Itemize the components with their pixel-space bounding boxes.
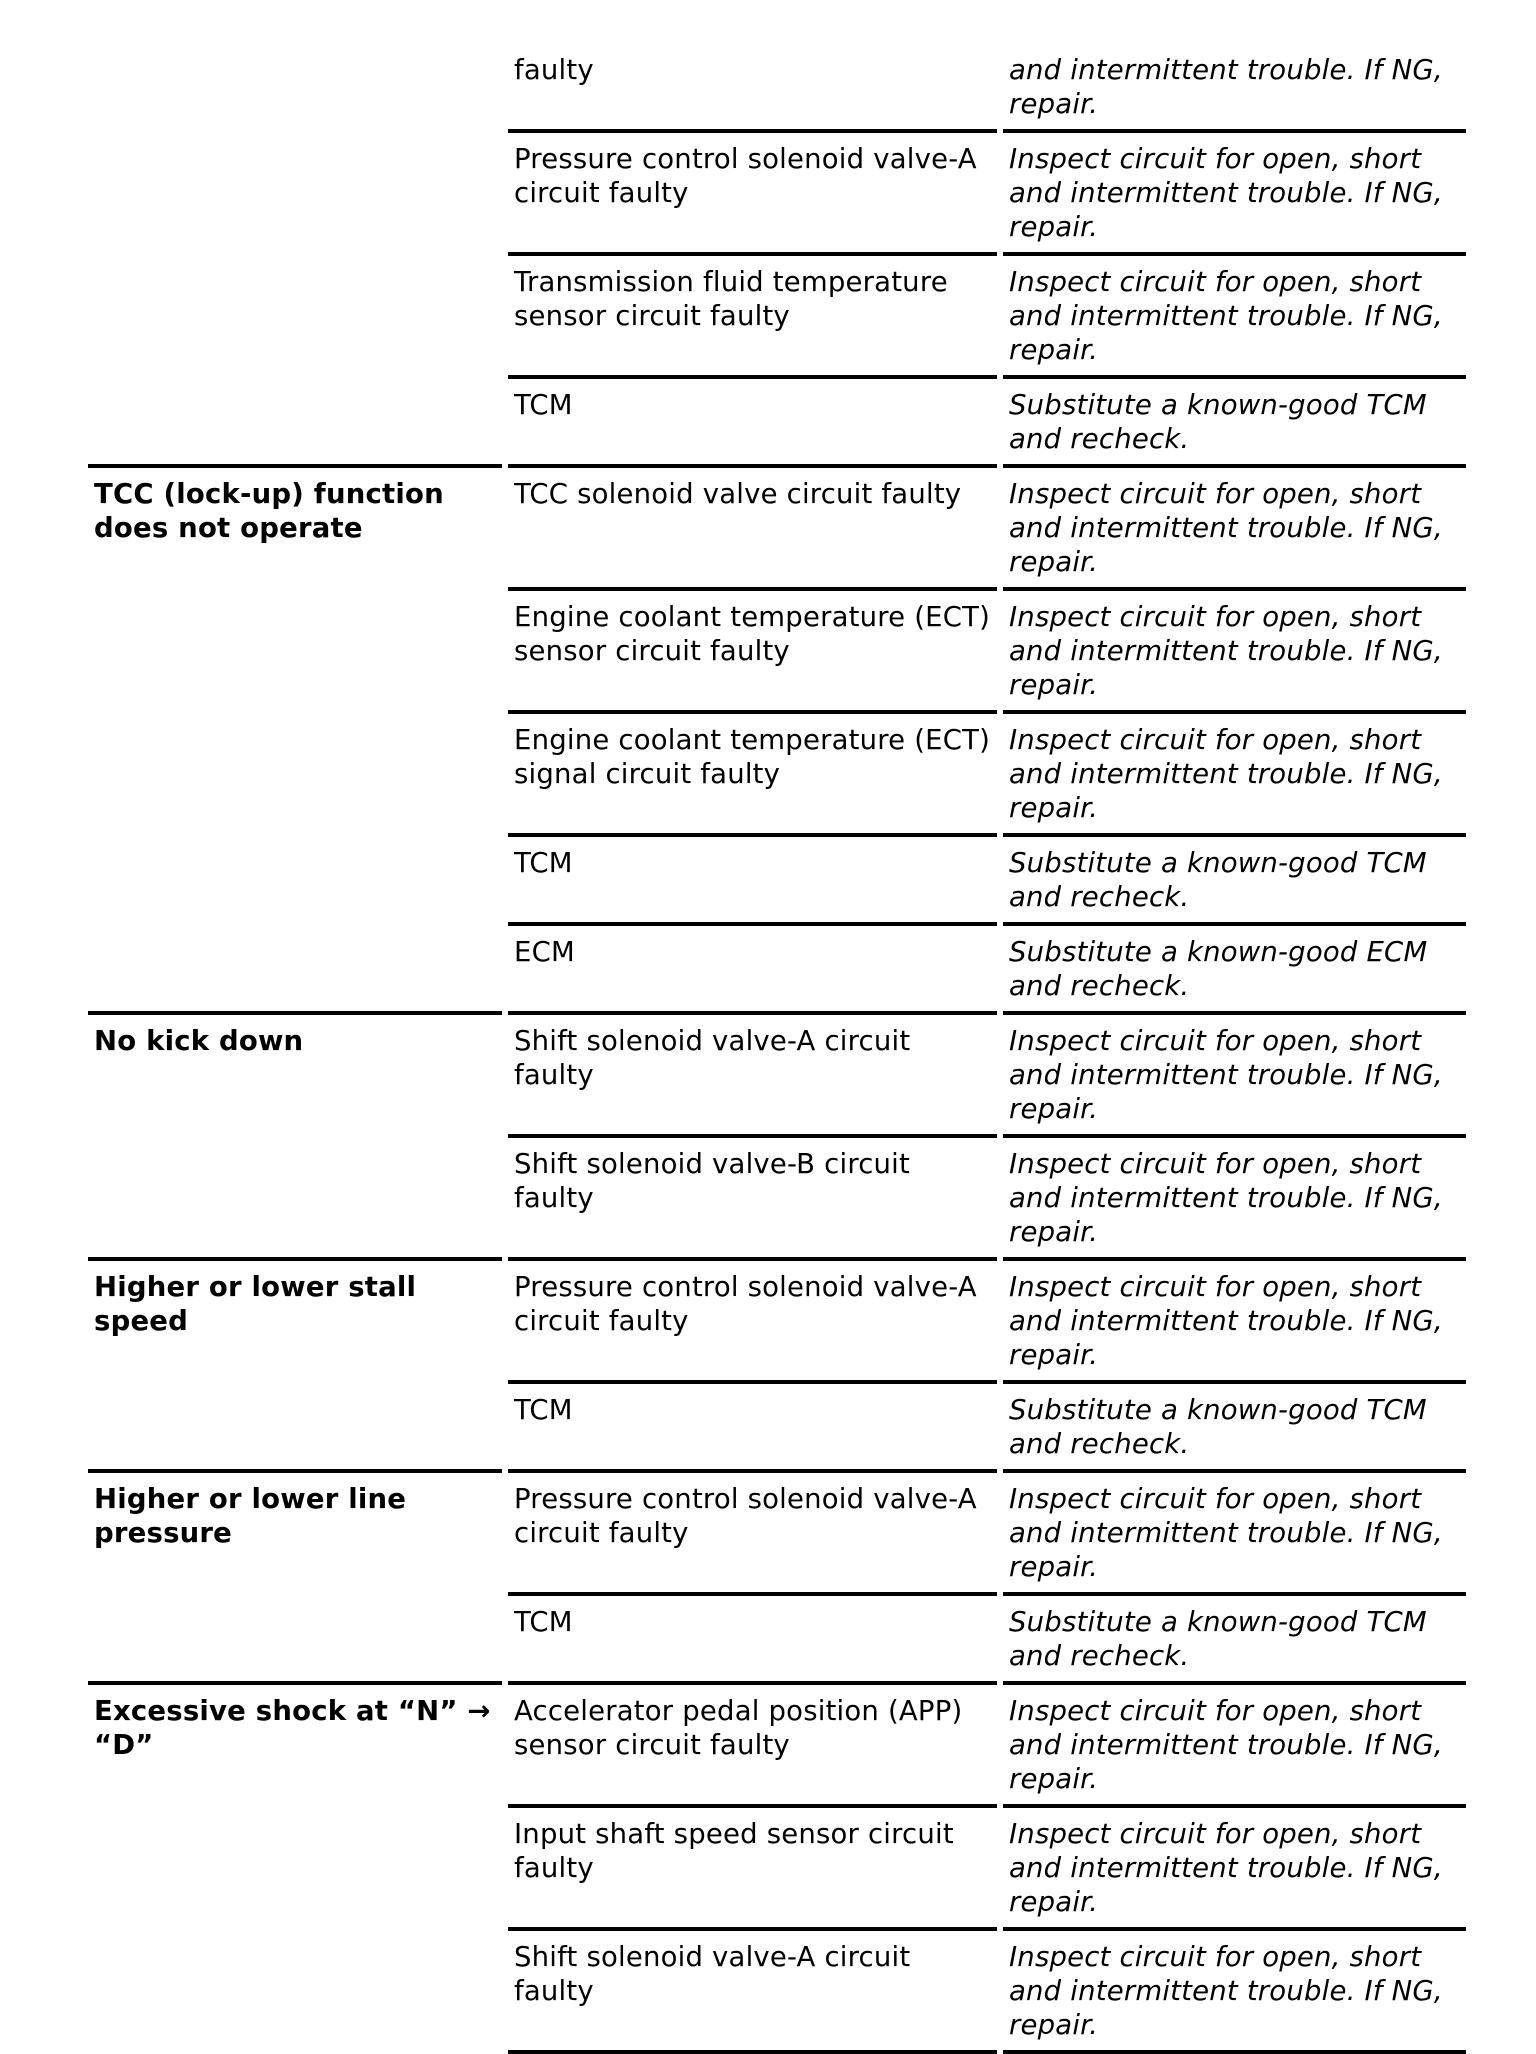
table-row: [88, 375, 1466, 464]
condition-text: [88, 1931, 502, 1948]
correction-cell: [1003, 710, 1466, 833]
condition-cell: [88, 1011, 502, 1134]
correction-text: Inspect circuit for open, short and intermittent trouble. If NG, repair.: [1009, 1271, 1443, 1371]
table-row: [88, 464, 1466, 587]
correction-cell: [1003, 1257, 1466, 1380]
correction-cell: [1003, 1380, 1466, 1469]
troubleshooting-table: [88, 40, 1466, 2054]
cause-text: ECM: [514, 936, 575, 968]
condition-cell: [88, 1681, 502, 1804]
table-row: [88, 1257, 1466, 1380]
cause-text: Pressure control solenoid valve-A circuit faulty: [514, 1483, 977, 1549]
table-row: [88, 1804, 1466, 1927]
condition-text: [88, 44, 502, 61]
table-row: [88, 40, 1466, 129]
condition-text: TCC (lock-up) function does not operate: [94, 478, 444, 544]
condition-text: Excessive shock at “N” → “D”: [94, 1695, 491, 1761]
table-row: [88, 1592, 1466, 1681]
correction-text: Inspect circuit for open, short and intermittent trouble. If NG, repair.: [1009, 478, 1443, 578]
correction-cell: [1003, 1011, 1466, 1134]
table-row: [88, 1469, 1466, 1592]
cause-text: TCC solenoid valve circuit faulty: [514, 478, 962, 510]
condition-text: [88, 714, 502, 731]
condition-text: [88, 926, 502, 943]
correction-text: Inspect circuit for open, short and intermittent trouble. If NG, repair.: [1009, 1148, 1443, 1248]
condition-cell: [88, 833, 502, 922]
cause-text: TCM: [514, 389, 573, 421]
cause-text: Shift solenoid valve-B circuit faulty: [514, 1148, 910, 1214]
correction-cell: [1003, 922, 1466, 1011]
cause-cell: [508, 587, 997, 710]
condition-cell: [88, 1134, 502, 1257]
cause-cell: [508, 1681, 997, 1804]
condition-cell: [88, 375, 502, 464]
table-row: [88, 252, 1466, 375]
correction-text: Inspect circuit for open, short and intermittent trouble. If NG, repair.: [1009, 1025, 1443, 1125]
correction-cell: [1003, 252, 1466, 375]
condition-text: [88, 133, 502, 150]
condition-text: [88, 837, 502, 854]
correction-cell: [1003, 464, 1466, 587]
table-row: [88, 1011, 1466, 1134]
table-row: [88, 710, 1466, 833]
condition-cell: [88, 464, 502, 587]
cause-text: Engine coolant temperature (ECT) signal circuit faulty: [514, 724, 991, 790]
cause-cell: [508, 922, 997, 1011]
cause-text: Accelerator pedal position (APP) sensor circuit faulty: [514, 1695, 963, 1761]
condition-text: [88, 256, 502, 273]
condition-text: Higher or lower line pressure: [94, 1483, 407, 1549]
condition-text: [88, 1138, 502, 1155]
correction-cell: [1003, 1804, 1466, 1927]
cause-cell: [508, 1804, 997, 1927]
condition-cell: [88, 40, 502, 129]
cause-text: Engine coolant temperature (ECT) sensor circuit faulty: [514, 601, 991, 667]
correction-text: Inspect circuit for open, short and intermittent trouble. If NG, repair.: [1009, 1818, 1443, 1918]
table-bottom-rule: [88, 2050, 1466, 2054]
correction-text: Inspect circuit for open, short and intermittent trouble. If NG, repair.: [1009, 1695, 1443, 1795]
condition-text: [88, 379, 502, 396]
condition-cell: [88, 922, 502, 1011]
table-row: [88, 587, 1466, 710]
condition-text: [88, 1596, 502, 1613]
correction-text: Inspect circuit for open, short and intermittent trouble. If NG, repair.: [1009, 143, 1443, 243]
cause-text: Shift solenoid valve-A circuit faulty: [514, 1941, 911, 2007]
condition-text: [88, 1384, 502, 1401]
correction-text: Inspect circuit for open, short and intermittent trouble. If NG, repair.: [1009, 1483, 1443, 1583]
table-body: [88, 40, 1466, 2050]
correction-cell: [1003, 129, 1466, 252]
table-row: [88, 129, 1466, 252]
correction-text: Inspect circuit for open, short and intermittent trouble. If NG, repair.: [1009, 601, 1443, 701]
table-row: [88, 1380, 1466, 1469]
condition-text: [88, 591, 502, 608]
cause-text: Shift solenoid valve-A circuit faulty: [514, 1025, 911, 1091]
correction-text: Substitute a known-good TCM and recheck.: [1009, 389, 1427, 455]
correction-text: and intermittent trouble. If NG, repair.: [1009, 54, 1443, 120]
condition-cell: [88, 129, 502, 252]
condition-cell: [88, 1469, 502, 1592]
cause-cell: [508, 1134, 997, 1257]
cause-cell: [508, 464, 997, 587]
correction-text: Substitute a known-good TCM and recheck.: [1009, 1606, 1427, 1672]
cause-cell: [508, 375, 997, 464]
correction-text: Substitute a known-good TCM and recheck.: [1009, 1394, 1427, 1460]
table-row: [88, 1134, 1466, 1257]
correction-text: Substitute a known-good TCM and recheck.: [1009, 847, 1427, 913]
cause-text: faulty: [514, 54, 594, 86]
cause-cell: [508, 833, 997, 922]
cause-text: Transmission fluid temperature sensor circuit faulty: [514, 266, 948, 332]
correction-cell: [1003, 833, 1466, 922]
table-row: [88, 1927, 1466, 2050]
condition-cell: [88, 1804, 502, 1927]
correction-cell: [1003, 1681, 1466, 1804]
condition-cell: [88, 1380, 502, 1469]
correction-cell: [1003, 1469, 1466, 1592]
cause-cell: [508, 1257, 997, 1380]
cause-cell: [508, 40, 997, 129]
cause-cell: [508, 1469, 997, 1592]
correction-cell: [1003, 1592, 1466, 1681]
correction-cell: [1003, 1927, 1466, 2050]
condition-cell: [88, 710, 502, 833]
correction-cell: [1003, 1134, 1466, 1257]
correction-text: Inspect circuit for open, short and intermittent trouble. If NG, repair.: [1009, 724, 1443, 824]
cause-text: Input shaft speed sensor circuit faulty: [514, 1818, 954, 1884]
condition-text: No kick down: [94, 1025, 304, 1057]
condition-cell: [88, 1257, 502, 1380]
condition-cell: [88, 1592, 502, 1681]
correction-cell: [1003, 40, 1466, 129]
cause-cell: [508, 1380, 997, 1469]
cause-cell: [508, 1011, 997, 1134]
cause-text: TCM: [514, 1606, 573, 1638]
cause-cell: [508, 1592, 997, 1681]
table-row: [88, 922, 1466, 1011]
cause-text: Pressure control solenoid valve-A circuit faulty: [514, 143, 977, 209]
correction-text: Inspect circuit for open, short and intermittent trouble. If NG, repair.: [1009, 1941, 1443, 2041]
cause-text: TCM: [514, 1394, 573, 1426]
condition-cell: [88, 1927, 502, 2050]
cause-text: TCM: [514, 847, 573, 879]
cause-cell: [508, 129, 997, 252]
cause-text: Pressure control solenoid valve-A circuit faulty: [514, 1271, 977, 1337]
cause-cell: [508, 1927, 997, 2050]
table-row: [88, 833, 1466, 922]
correction-text: Substitute a known-good ECM and recheck.: [1009, 936, 1428, 1002]
condition-text: Higher or lower stall speed: [94, 1271, 417, 1337]
correction-text: Inspect circuit for open, short and intermittent trouble. If NG, repair.: [1009, 266, 1443, 366]
condition-cell: [88, 252, 502, 375]
condition-text: [88, 1808, 502, 1825]
cause-cell: [508, 252, 997, 375]
condition-cell: [88, 587, 502, 710]
table-row: [88, 1681, 1466, 1804]
cause-cell: [508, 710, 997, 833]
correction-cell: [1003, 587, 1466, 710]
correction-cell: [1003, 375, 1466, 464]
